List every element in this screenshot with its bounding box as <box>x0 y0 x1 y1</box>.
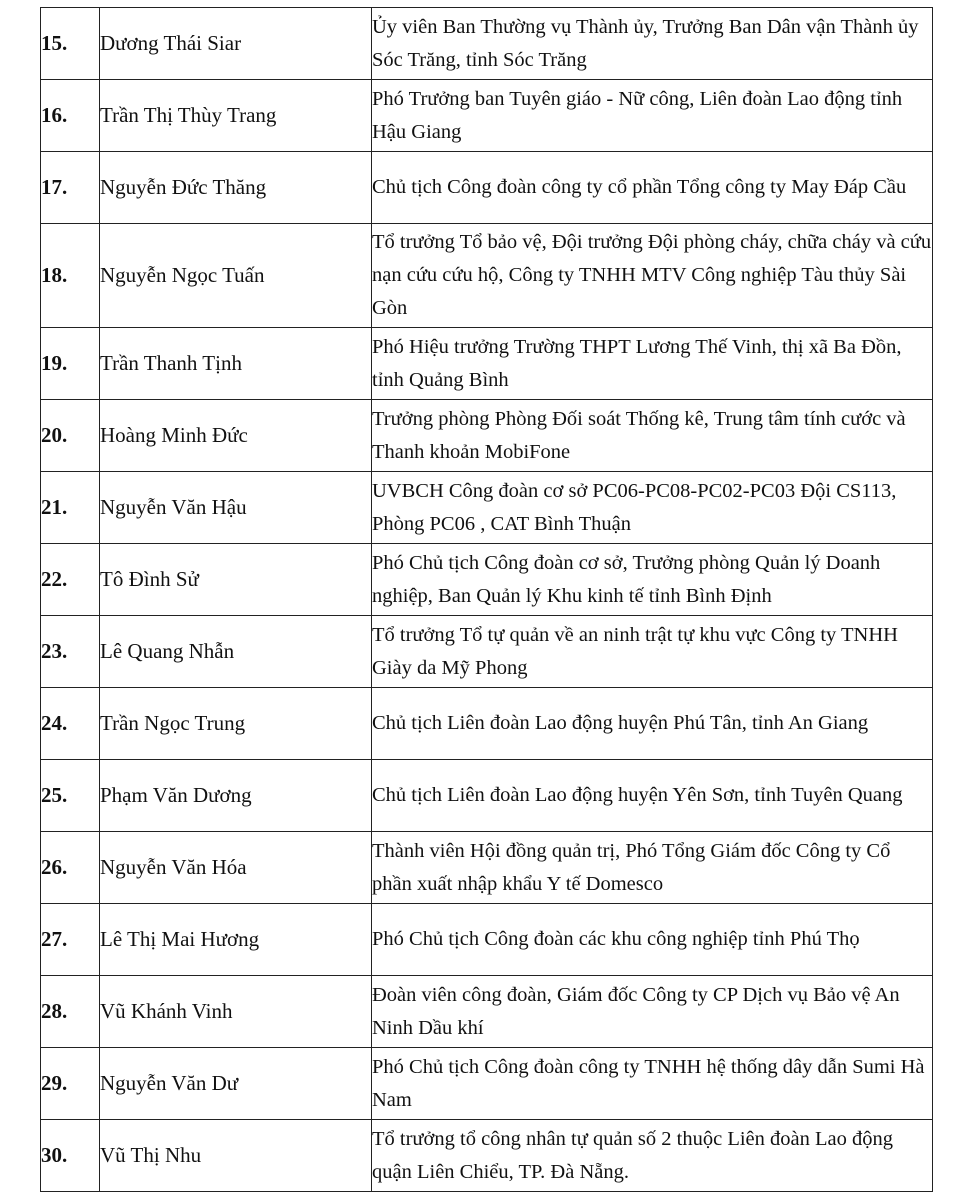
row-number: 20. <box>41 400 100 472</box>
table-row <box>41 904 933 976</box>
person-name: Vũ Khánh Vinh <box>100 976 372 1048</box>
row-number: 30. <box>41 1120 100 1192</box>
person-name: Lê Thị Mai Hương <box>100 904 372 976</box>
person-position: Tổ trưởng Tổ bảo vệ, Đội trưởng Đội phòng cháy, chữa cháy và cứu nạn cứu cứu hộ, Công ty TNHH MTV Công nghiệp Tàu thủy Sài Gòn <box>372 224 933 328</box>
row-number: 29. <box>41 1048 100 1120</box>
person-position: Ủy viên Ban Thường vụ Thành ủy, Trưởng Ban Dân vận Thành ủy Sóc Trăng, tỉnh Sóc Trăng <box>372 8 933 80</box>
person-position: Thành viên Hội đồng quản trị, Phó Tổng Giám đốc Công ty Cổ phần xuất nhập khẩu Y tế Domesco <box>372 832 933 904</box>
table-row <box>41 400 933 472</box>
table-row <box>41 976 933 1048</box>
person-position: Tổ trưởng tổ công nhân tự quản số 2 thuộc Liên đoàn Lao động quận Liên Chiểu, TP. Đà Nẵng. <box>372 1120 933 1192</box>
table-row <box>41 328 933 400</box>
person-position: Trưởng phòng Phòng Đối soát Thống kê, Trung tâm tính cước và Thanh khoản MobiFone <box>372 400 933 472</box>
person-position: Chủ tịch Liên đoàn Lao động huyện Yên Sơn, tỉnh Tuyên Quang <box>372 760 933 832</box>
person-name: Nguyễn Văn Hậu <box>100 472 372 544</box>
person-position: Phó Trưởng ban Tuyên giáo - Nữ công, Liên đoàn Lao động tỉnh Hậu Giang <box>372 80 933 152</box>
person-position: Tổ trưởng Tổ tự quản về an ninh trật tự khu vực Công ty TNHH Giày da Mỹ Phong <box>372 616 933 688</box>
table-row <box>41 1048 933 1120</box>
row-number: 16. <box>41 80 100 152</box>
person-name: Tô Đình Sử <box>100 544 372 616</box>
table-row <box>41 152 933 224</box>
person-name: Dương Thái Siar <box>100 8 372 80</box>
person-name: Vũ Thị Nhu <box>100 1120 372 1192</box>
row-number: 17. <box>41 152 100 224</box>
person-position: Phó Chủ tịch Công đoàn các khu công nghiệp tỉnh Phú Thọ <box>372 904 933 976</box>
person-name: Nguyễn Văn Hóa <box>100 832 372 904</box>
row-number: 23. <box>41 616 100 688</box>
person-position: Phó Chủ tịch Công đoàn cơ sở, Trưởng phòng Quản lý Doanh nghiệp, Ban Quản lý Khu kinh tế tỉnh Bình Định <box>372 544 933 616</box>
person-position: UVBCH Công đoàn cơ sở PC06-PC08-PC02-PC03 Đội CS113, Phòng PC06 , CAT Bình Thuận <box>372 472 933 544</box>
person-position: Đoàn viên công đoàn, Giám đốc Công ty CP Dịch vụ Bảo vệ An Ninh Dầu khí <box>372 976 933 1048</box>
row-number: 27. <box>41 904 100 976</box>
person-name: Lê Quang Nhẫn <box>100 616 372 688</box>
person-position: Chủ tịch Công đoàn công ty cổ phần Tổng công ty May Đáp Cầu <box>372 152 933 224</box>
table-row <box>41 760 933 832</box>
person-position: Chủ tịch Liên đoàn Lao động huyện Phú Tân, tỉnh An Giang <box>372 688 933 760</box>
table-row <box>41 616 933 688</box>
row-number: 21. <box>41 472 100 544</box>
row-number: 25. <box>41 760 100 832</box>
row-number: 26. <box>41 832 100 904</box>
row-number: 15. <box>41 8 100 80</box>
person-position: Phó Chủ tịch Công đoàn công ty TNHH hệ thống dây dẫn Sumi Hà Nam <box>372 1048 933 1120</box>
table-row <box>41 8 933 80</box>
person-name: Trần Thị Thùy Trang <box>100 80 372 152</box>
table-row <box>41 80 933 152</box>
person-name: Trần Thanh Tịnh <box>100 328 372 400</box>
row-number: 18. <box>41 224 100 328</box>
row-number: 22. <box>41 544 100 616</box>
person-position: Phó Hiệu trưởng Trường THPT Lương Thế Vinh, thị xã Ba Đồn, tỉnh Quảng Bình <box>372 328 933 400</box>
person-name: Hoàng Minh Đức <box>100 400 372 472</box>
person-name: Nguyễn Đức Thăng <box>100 152 372 224</box>
row-number: 24. <box>41 688 100 760</box>
table-row <box>41 544 933 616</box>
table-row <box>41 1120 933 1192</box>
person-name: Nguyễn Ngọc Tuấn <box>100 224 372 328</box>
table-row <box>41 472 933 544</box>
row-number: 28. <box>41 976 100 1048</box>
table-row <box>41 832 933 904</box>
table-row <box>41 688 933 760</box>
table-row <box>41 224 933 328</box>
person-name: Nguyễn Văn Dư <box>100 1048 372 1120</box>
row-number: 19. <box>41 328 100 400</box>
awards-table <box>40 7 933 1192</box>
person-name: Trần Ngọc Trung <box>100 688 372 760</box>
person-name: Phạm Văn Dương <box>100 760 372 832</box>
